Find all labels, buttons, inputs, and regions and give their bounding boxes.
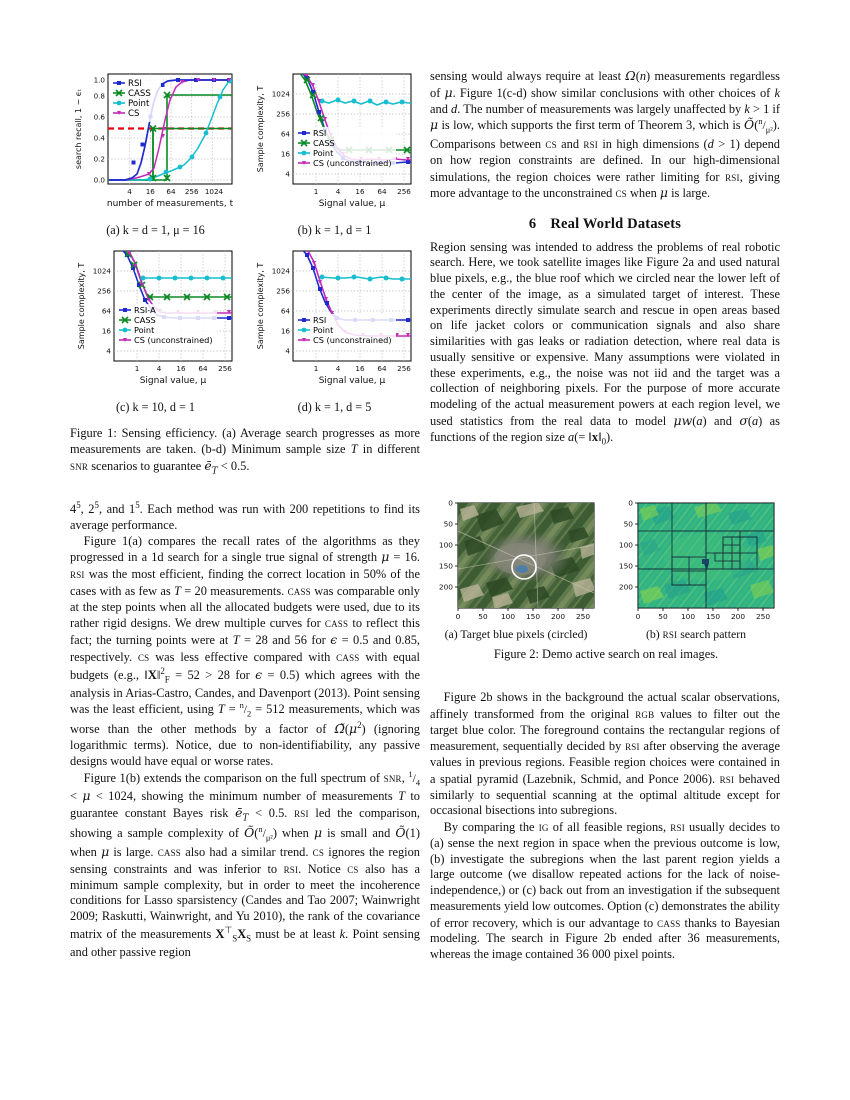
satellite-image-plot — [430, 497, 602, 625]
paragraph-real-world: Region sensing was intended to address the problems of real robotic search. Here, we took satellite images like Figure 2a and used natural blue pixels, e.g., the blue roof which we circled near the lower left of the center of the image, as a simulated target of interest. These experiments directly simulate search and rescue in open areas based on life jacket colors or communication signals and also share similarities with gas leaks or radiation detection, where real data is usually sensitive or expensive. Many assumptions were violated in these experiments, e.g., the noise was not iid and the target was a collection of neighboring pixels. For the purpose of more accurate modeling of the actual measurement powers at each region level, we used statistics from the real data to model μw(a) and σ(a) as functions of the region size $a(= ‖x‖_0)$. — [430, 239, 780, 447]
ytick-100: 100 — [618, 540, 633, 550]
paragraph-ig-comparison: By comparing the ig of all feasible regions, rsi usually decides to (a) sense the next region in space when the previous outcome is low, (b) investigate the subregions when the last parent region yields a large outcome (we disallow repeated actions for the lack of noise-independence,) or (c) back out from an investigation if the subsequent measurements yield low outcomes. Option (c) demonstrates the ability of error recovery, which is our advantage to cass thanks to Bayesian modeling. The search in Figure 2b ended after 36 measurements, whereas the image contained 36 000 pixel points. — [430, 820, 780, 961]
chart-legend-fig1c — [117, 304, 217, 349]
chart-legend-fig1a — [111, 77, 161, 122]
xtick-2: 64 — [166, 187, 176, 196]
blue-roof-target — [516, 565, 528, 573]
ytick-4: 1024 — [92, 266, 111, 276]
xtick-250: 250 — [755, 612, 771, 621]
figure-1-panel-c — [70, 245, 241, 422]
ytick-2: 0.4 — [93, 133, 105, 143]
figure-2-panel-a — [430, 497, 602, 642]
section-number: 6 — [528, 216, 537, 233]
chart-fig1d — [249, 245, 420, 397]
figure-1-panel-a — [70, 68, 241, 245]
yaxis-label-fig1c: Sample complexity, T — [77, 262, 86, 350]
figure-2-caption-a: (a) Target blue pixels (circled) — [444, 627, 588, 641]
xtick-0: 4 — [127, 187, 132, 196]
xtick-4: 1024 — [204, 187, 224, 196]
ytick-0: 0.0 — [93, 175, 105, 185]
ytick-0: 4 — [285, 346, 290, 356]
xaxis-label-fig1c: Signal value, μ — [139, 376, 207, 386]
paragraph-figure2b: Figure 2b shows in the background the actual scalar observations, affinely transformed from the original rgb values to filter out the target blue color. The foreground contains the rectangular regions of measurement, sequentially decided by rsi after observing the average values in previous regions. Feasible region choices were contained in a spatial pyramid (Lazebnik, Schmid, and Ponce 2006). rsi behaved similarly to sequential scanning at the optimal altitude except for occasional bisections into subregions. — [430, 690, 780, 818]
ytick-5: 1.0 — [93, 75, 105, 85]
xaxis-label-fig1d: Signal value, μ — [318, 376, 386, 386]
ytick-0: 4 — [285, 169, 290, 179]
legend-label-point: Point — [313, 148, 334, 158]
figure-1-caption-d: (d) k = 1, d = 5 — [297, 400, 372, 414]
chart-legend-fig1b — [296, 127, 396, 172]
xtick-2: 16 — [355, 364, 365, 373]
yaxis-label-fig1d: Sample complexity, T — [256, 262, 265, 350]
legend-label-point: Point — [313, 325, 334, 335]
xtick-1: 4 — [156, 364, 162, 373]
xtick-100: 100 — [680, 612, 696, 621]
xtick-3: 64 — [377, 364, 387, 373]
legend-label-cs: CS (unconstrained) — [134, 335, 213, 345]
legend-label-rsi: RSI — [128, 79, 142, 89]
figure-1-row-top — [70, 68, 420, 245]
satellite-imagery — [458, 502, 598, 609]
yaxis-label-fig1a: search recall, 1 − ϵₜ — [74, 88, 83, 170]
chart-fig1c — [70, 245, 241, 397]
ytick-3: 256 — [97, 286, 111, 296]
ytick-3: 0.6 — [93, 112, 105, 122]
section-heading-real-world-datasets — [430, 215, 780, 233]
ytick-2: 64 — [280, 129, 290, 139]
xtick-0: 0 — [455, 612, 461, 621]
legend-label-cass: CASS — [313, 138, 335, 148]
ytick-200: 200 — [438, 582, 453, 592]
ytick-2: 64 — [280, 306, 290, 316]
figure-2-caption: Figure 2: Demo active search on real images. — [493, 647, 719, 661]
xtick-0: 1 — [313, 364, 319, 373]
xtick-0: 1 — [134, 364, 140, 373]
legend-label-point: Point — [134, 325, 155, 335]
heatmap-background — [638, 502, 776, 608]
ytick-1: 0.2 — [93, 154, 105, 164]
ytick-3: 256 — [276, 286, 290, 296]
xtick-50: 50 — [658, 612, 668, 621]
legend-label-rsi: RSI — [313, 128, 327, 138]
legend-label-cs: CS (unconstrained) — [313, 335, 392, 345]
ytick-4: 1024 — [271, 266, 290, 276]
xtick-50: 50 — [478, 612, 488, 621]
xtick-4: 256 — [218, 364, 232, 373]
legend-label-rsi: RSI — [313, 315, 327, 325]
xtick-150: 150 — [525, 612, 541, 621]
xtick-1: 4 — [335, 364, 341, 373]
figure-1-caption-a: (a) k = d = 1, μ = 16 — [106, 223, 205, 237]
xtick-3: 64 — [198, 364, 208, 373]
xaxis-label-fig1b: Signal value, μ — [318, 199, 386, 209]
ytick-200: 200 — [618, 582, 633, 592]
ytick-50: 50 — [623, 519, 633, 529]
ytick-0: 0 — [448, 498, 453, 508]
figure-1-panel-d — [249, 245, 420, 422]
figure-1-panel-b — [249, 68, 420, 245]
paragraph-figure1a: Figure 1(a) compares the recall rates of the algorithms as they progressed in a 1d search for a single true signal of strength μ = 16. rsi was the most efficient, finding the correct location in 50% of the cases with as few as T = 20 measurements. cass was comparable only at the step points when all the allocated budgets were used, due to its rather rigid designs. We drew multiple curves for cass to reflect this fact; the turning points were at T = 28 and 56 for ϵ = 0.5 and 0.85, respectively. cs was less effective compared with cass with equal budgets (e.g., ‖X‖$^2_F$ = 52 > 28 for ϵ = 0.5) which agrees with the analysis in Arias-Castro, Candes, and Davenport (2013). Point sensing was the least efficient, using $T = ^n/_2 = 512$ measurements, which was worse than the other methods by a factor of $\Omegã(\mu^2)$ (ignoring logarithmic terms). Notice, due to non-identifiability, any passive designs would have equal or worse rates. — [70, 533, 421, 768]
yaxis-label-fig1b: Sample complexity, T — [256, 85, 265, 173]
left-column-text — [70, 500, 420, 960]
xtick-3: 256 — [184, 187, 199, 196]
chart-fig1a — [70, 68, 241, 220]
paragraph-methods: $4^5$, $2^5$, and $1^5$. Each method was run with 200 repetitions to find its average performance. — [70, 500, 420, 532]
figure-1-caption: Figure 1: Sensing efficiency. (a) Average search progresses as more measurements are taken. (b-d) Minimum sample size T in different snr scenarios to guarantee $ē_T < 0.5$. — [70, 426, 420, 476]
xtick-2: 16 — [176, 364, 186, 373]
xtick-0: 1 — [313, 187, 319, 196]
ytick-100: 100 — [438, 540, 453, 550]
ytick-1: 16 — [280, 326, 290, 336]
figure-1-row-bottom — [70, 245, 420, 422]
legend-label-point: Point — [128, 99, 150, 109]
xtick-150: 150 — [705, 612, 721, 621]
chart-legend-fig1d — [296, 314, 396, 349]
legend-label-cass: CASS — [128, 89, 151, 99]
legend-label-cs: CS (unconstrained) — [313, 158, 392, 168]
xaxis-label-fig1a: number of measurements, t — [106, 199, 234, 209]
paragraph-sensing: sensing would always require at least Ω(n) measurements regardless of μ. Figure 1(c-d) show similar conclusions with other choices of k and d. The number of measurements was largely unaffected by k > 1 if μ is low, which supports the first term of Theorem 3, which is $Õ(^n/_{\mu^2})$. Comparisons between cs and rsi in high dimensions (d > 1) depend on how region constraints are defined. In our high-dimensional simulations, the region choices were rather limiting for rsi, giving more advantage to the unconstrained cs when μ is large. — [430, 68, 781, 201]
xtick-100: 100 — [500, 612, 516, 621]
ytick-150: 150 — [438, 561, 453, 571]
figure-2-panel-b — [610, 497, 782, 642]
ytick-0: 4 — [106, 346, 111, 356]
paragraph-figure1b: Figure 1(b) extends the comparison on the full spectrum of snr, $^1/_4 < \mu < 1024$, showing the minimum number of measurements T to guarantee constant Bayes risk $ē_T < 0.5$. rsi led the comparison, showing a sample complexity of $Õ(^n/_{\mu^2})$ when μ is small and Õ(1) when μ is large. cass also had a similar trend. cs ignores the region sensing constraints and was inferior to rsi. Notice cs also has a minimum sample complexity, but in order to meet the incoherence conditions for Lasso sparsistency (Candes and Tao 2007; Wainwright 2009; Raskutti, Wainwright, and Yu 2010), the rank of the covariance matrix of the measurements $X^⊤_SX_S$ must be at least k. Point sensing and other passive region — [70, 769, 421, 959]
xtick-0: 0 — [635, 612, 641, 621]
ytick-0: 0 — [628, 498, 633, 508]
right-column-text-top — [430, 68, 780, 447]
figure-1-caption-c: (c) k = 10, d = 1 — [115, 400, 196, 414]
figure-2-row — [430, 497, 782, 642]
ytick-2: 64 — [101, 306, 111, 316]
ytick-4: 0.8 — [93, 91, 105, 101]
ytick-150: 150 — [618, 561, 633, 571]
figure-1 — [70, 68, 420, 477]
xtick-1: 16 — [145, 187, 155, 196]
xtick-4: 256 — [397, 364, 411, 373]
section-title: Real World Datasets — [550, 216, 682, 233]
ytick-1: 16 — [101, 326, 111, 336]
ytick-1: 16 — [280, 149, 290, 159]
ytick-4: 1024 — [271, 89, 290, 99]
figure-2 — [430, 497, 782, 662]
xtick-200: 200 — [730, 612, 746, 621]
xtick-200: 200 — [550, 612, 566, 621]
xtick-4: 256 — [397, 187, 411, 196]
legend-label-cass: CASS — [134, 315, 156, 325]
xtick-1: 4 — [335, 187, 341, 196]
figure-2-caption-b: (b) rsi search pattern — [645, 627, 747, 641]
xtick-2: 16 — [355, 187, 365, 196]
figure-1-caption-b: (b) k = 1, d = 1 — [297, 223, 372, 237]
ytick-3: 256 — [276, 109, 290, 119]
xtick-250: 250 — [575, 612, 591, 621]
ytick-50: 50 — [443, 519, 453, 529]
legend-label-cs: CS — [128, 109, 140, 119]
legend-label-rsi-a: RSI-A — [134, 305, 156, 315]
chart-fig1b — [249, 68, 420, 220]
xtick-3: 64 — [377, 187, 387, 196]
rsi-search-pattern-plot — [610, 497, 782, 625]
right-column-text-bottom — [430, 690, 780, 963]
